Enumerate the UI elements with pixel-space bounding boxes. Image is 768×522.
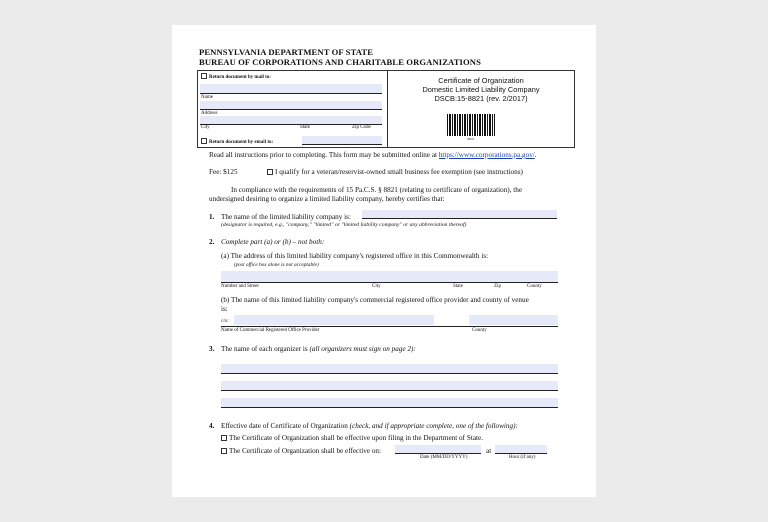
item2a-note: (post office box alone is not acceptable): [234, 262, 319, 268]
checkbox-icon: [201, 73, 207, 79]
date-label: Date (MM/DD/YYYY): [420, 455, 468, 460]
item2b-text2: is:: [221, 305, 228, 313]
city-label: City: [201, 125, 210, 130]
compliance-line2: undersigned desiring to organize a limited liability company, hereby certifies that:: [209, 195, 445, 203]
city-label: City: [372, 284, 381, 289]
note: (check, and if appropriate complete, one of the following):: [349, 422, 518, 430]
instructions: [209, 151, 537, 159]
office-provider-field[interactable]: [234, 315, 434, 325]
checkbox-icon: [221, 448, 227, 454]
barcode-number: 8821: [467, 137, 475, 141]
text: Effective date of Certificate of Organization: [221, 422, 350, 430]
county-label: County: [472, 328, 487, 333]
item1-note: (designator is required, e.g., "company," "limited" or "limited liability company" or any abbreviation thereof): [221, 222, 467, 228]
label: The Certificate of Organization shall be effective upon filing in the Department of State.: [229, 434, 484, 442]
effective-hour-field[interactable]: [495, 445, 547, 453]
checkbox-icon: [201, 138, 207, 144]
label: The Certificate of Organization shall be effective on:: [229, 447, 382, 455]
county-label: County: [527, 284, 542, 289]
venue-county-field[interactable]: [469, 315, 558, 325]
item3-text: [221, 345, 416, 353]
zip-label: Zip Code: [352, 125, 371, 130]
state-label: State: [300, 125, 310, 130]
cert-form-number: DSCB:15-8821 (rev. 2/2017): [434, 94, 528, 103]
effective-on-date-checkbox[interactable]: [221, 447, 381, 455]
item3-number: 3.: [209, 345, 215, 353]
return-email-checkbox[interactable]: [201, 138, 273, 145]
mail-line-field[interactable]: [200, 84, 382, 93]
item4-number: 4.: [209, 422, 215, 430]
text: The name of each organizer is: [221, 345, 310, 353]
item1-number: 1.: [209, 213, 215, 221]
instructions-text: Read all instructions prior to completing. This form may be submitted online at: [209, 151, 439, 159]
organizer-field-2[interactable]: [221, 381, 558, 390]
label: I qualify for a veteran/reservist-owned small business fee exemption (see instructions): [275, 168, 523, 176]
street-label: Number and Street: [221, 284, 259, 289]
barcode-icon: [447, 114, 495, 136]
name-label: Name: [201, 95, 213, 100]
header-bureau: BUREAU OF CORPORATIONS AND CHARITABLE ORGANIZATIONS: [199, 57, 481, 67]
organizer-field-1[interactable]: [221, 364, 558, 373]
item2b-text: (b) The name of this limited liability company's commercial registered office provider and county of venue: [221, 296, 529, 304]
registered-address-field[interactable]: [221, 271, 558, 282]
llc-name-field[interactable]: [362, 210, 557, 218]
item2-text: Complete part (a) or (b) – not both:: [221, 238, 325, 246]
label: Return document by mail to:: [209, 75, 271, 80]
item2-number: 2.: [209, 238, 215, 246]
item1-text: The name of the limited liability company is:: [221, 213, 351, 221]
fee-label: Fee: $125: [209, 168, 238, 176]
address-label: Address: [201, 111, 218, 116]
cert-title: Certificate of Organization: [438, 76, 524, 85]
email-field[interactable]: [302, 136, 382, 144]
compliance-line1: In compliance with the requirements of 15 Pa.C.S. § 8821 (relating to certificate of organization), the: [231, 186, 523, 194]
fee-exemption-checkbox[interactable]: [267, 168, 523, 176]
item4-text: [221, 422, 518, 430]
organizer-field-3[interactable]: [221, 398, 558, 407]
return-mail-checkbox[interactable]: [201, 73, 271, 80]
hour-label: Hour (if any): [509, 455, 536, 460]
provider-label: Name of Commercial Registered Office Provider: [221, 328, 320, 333]
effective-date-field[interactable]: [395, 445, 481, 453]
item2a-text: (a) The address of this limited liability company's registered office in this Commonwealth is:: [221, 252, 489, 260]
zip-label: Zip: [494, 284, 501, 289]
checkbox-icon: [221, 435, 227, 441]
checkbox-icon: [267, 169, 273, 175]
effective-on-filing-checkbox[interactable]: [221, 434, 483, 442]
period: .: [534, 151, 537, 159]
corporations-link[interactable]: https://www.corporations.pa.gov/: [438, 151, 535, 159]
header-dept: PENNSYLVANIA DEPARTMENT OF STATE: [199, 47, 374, 57]
label: Return document by email to:: [209, 140, 274, 145]
co-label: c/o:: [221, 319, 229, 324]
note: (all organizers must sign on page 2):: [309, 345, 416, 353]
cert-subtitle: Domestic Limited Liability Company: [422, 85, 540, 94]
name-field[interactable]: [200, 101, 382, 109]
address-field[interactable]: [200, 116, 382, 124]
at-label: at: [486, 447, 492, 455]
state-label: State: [453, 284, 463, 289]
